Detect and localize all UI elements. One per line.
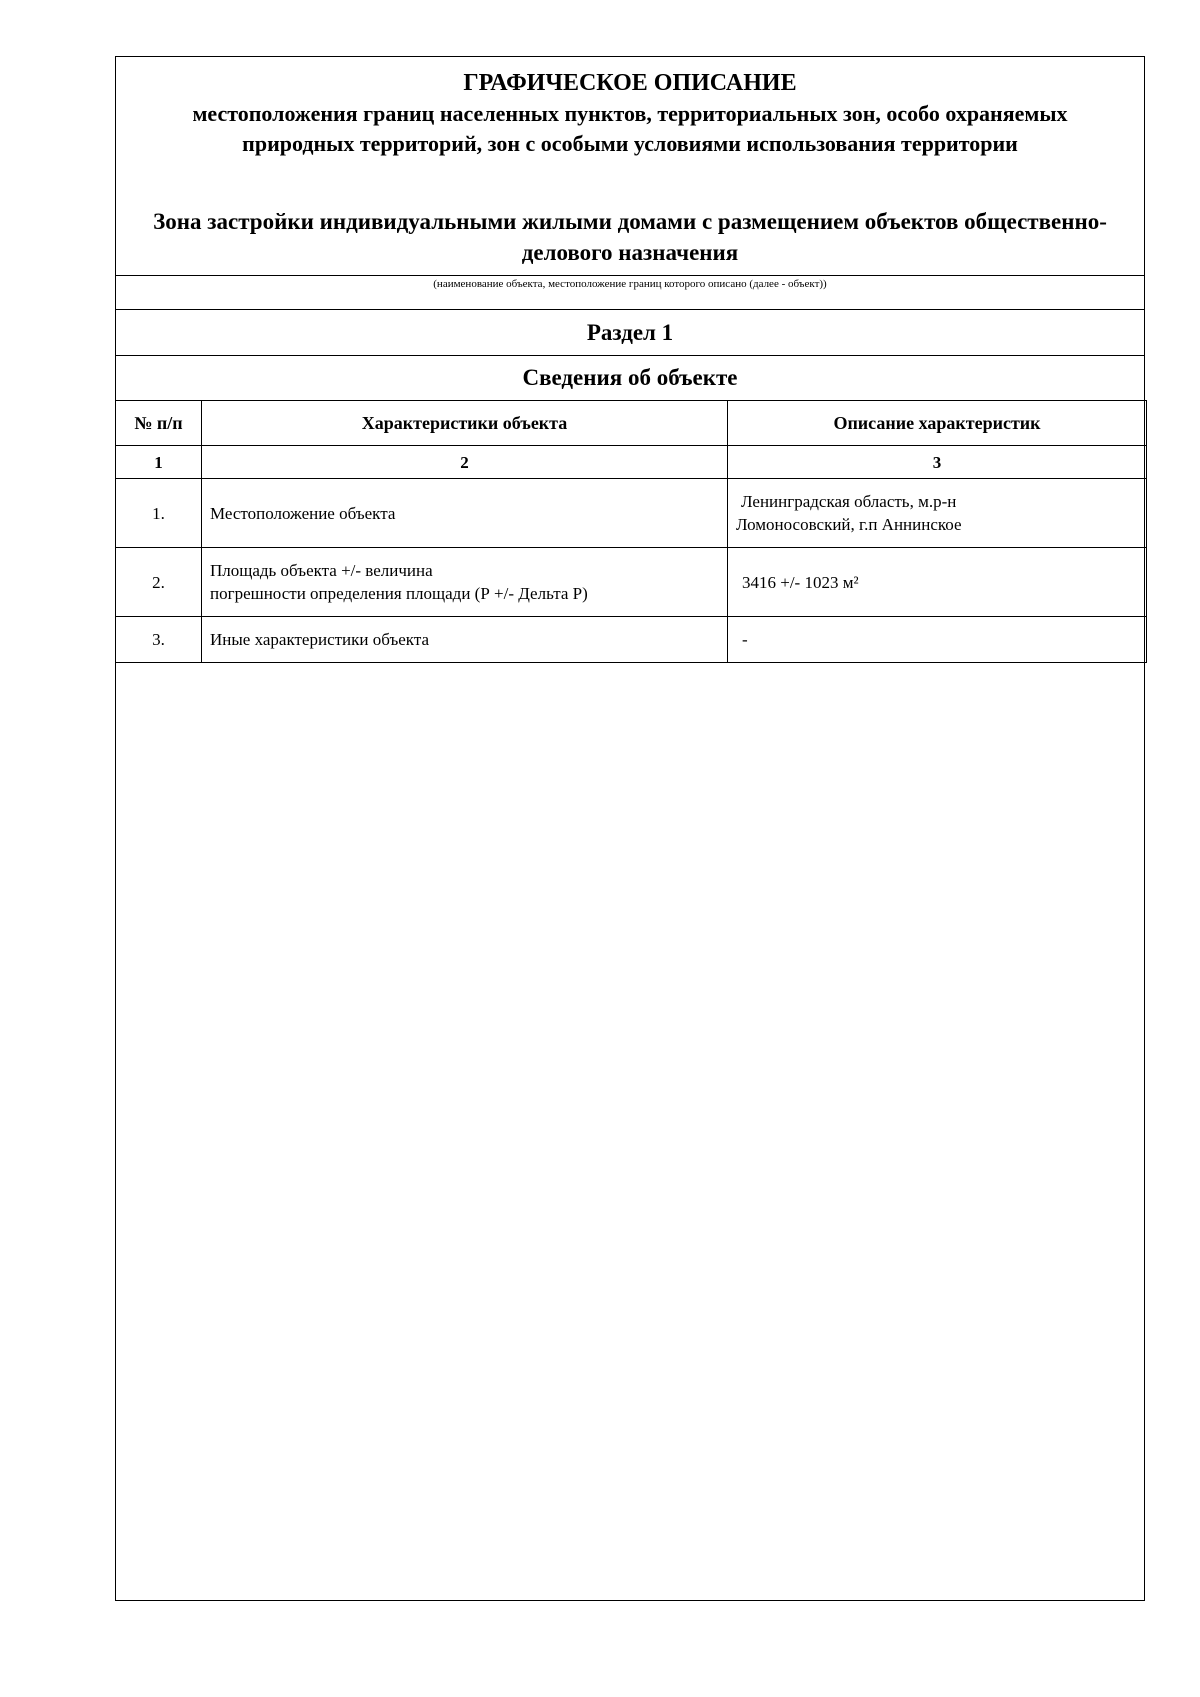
divider	[116, 309, 1144, 310]
row-number: 1.	[116, 479, 202, 548]
characteristic-cell	[202, 548, 728, 617]
document-frame	[115, 56, 1145, 1601]
characteristic-text: погрешности определения площади (Р +/- Дельта Р)	[210, 584, 588, 603]
column-header: Характеристики объекта	[202, 401, 728, 446]
description-text: Ломоносовский, г.п Аннинское	[736, 515, 962, 534]
divider	[116, 275, 1144, 276]
characteristic-text: Местоположение объекта	[210, 503, 396, 523]
document-header	[116, 57, 1144, 275]
column-header: № п/п	[116, 401, 202, 446]
description-cell	[728, 479, 1147, 548]
table-row	[116, 617, 1147, 663]
characteristic-cell	[202, 617, 728, 663]
document-subtitle: местоположения границ населенных пунктов, территориальных зон, особо охраняемых природных территорий, зон с особыми условиями использования территории	[192, 101, 1068, 156]
table-header-row	[116, 401, 1147, 446]
document-title: ГРАФИЧЕСКОЕ ОПИСАНИЕ	[463, 70, 797, 96]
section-title: Раздел 1	[586, 320, 674, 345]
table-row	[116, 479, 1147, 548]
description-cell	[728, 617, 1147, 663]
table-row	[116, 548, 1147, 617]
description-text: Ленинградская область, м.р-н	[741, 492, 957, 511]
description-cell	[728, 548, 1147, 617]
characteristic-text: Площадь объекта +/- величина	[210, 561, 433, 580]
row-number: 3.	[116, 617, 202, 663]
description-text: -	[742, 630, 748, 649]
characteristic-text: Иные характеристики объекта	[210, 630, 430, 649]
column-number: 1	[116, 446, 202, 479]
object-info-table	[115, 400, 1147, 663]
description-text: 3416 +/- 1023 м²	[742, 572, 859, 592]
column-number-row	[116, 446, 1147, 479]
column-number: 2	[202, 446, 728, 479]
column-number: 3	[728, 446, 1147, 479]
row-number: 2.	[116, 548, 202, 617]
object-name-caption: (наименование объекта, местоположение границ которого описано (далее - объект))	[433, 278, 827, 290]
divider	[116, 355, 1144, 356]
section-subtitle: Сведения об объекте	[522, 365, 738, 390]
object-name: Зона застройки индивидуальными жилыми домами с размещением объектов общественно-делового назначения	[153, 209, 1107, 265]
column-header: Описание характеристик	[728, 401, 1147, 446]
characteristic-cell	[202, 479, 728, 548]
